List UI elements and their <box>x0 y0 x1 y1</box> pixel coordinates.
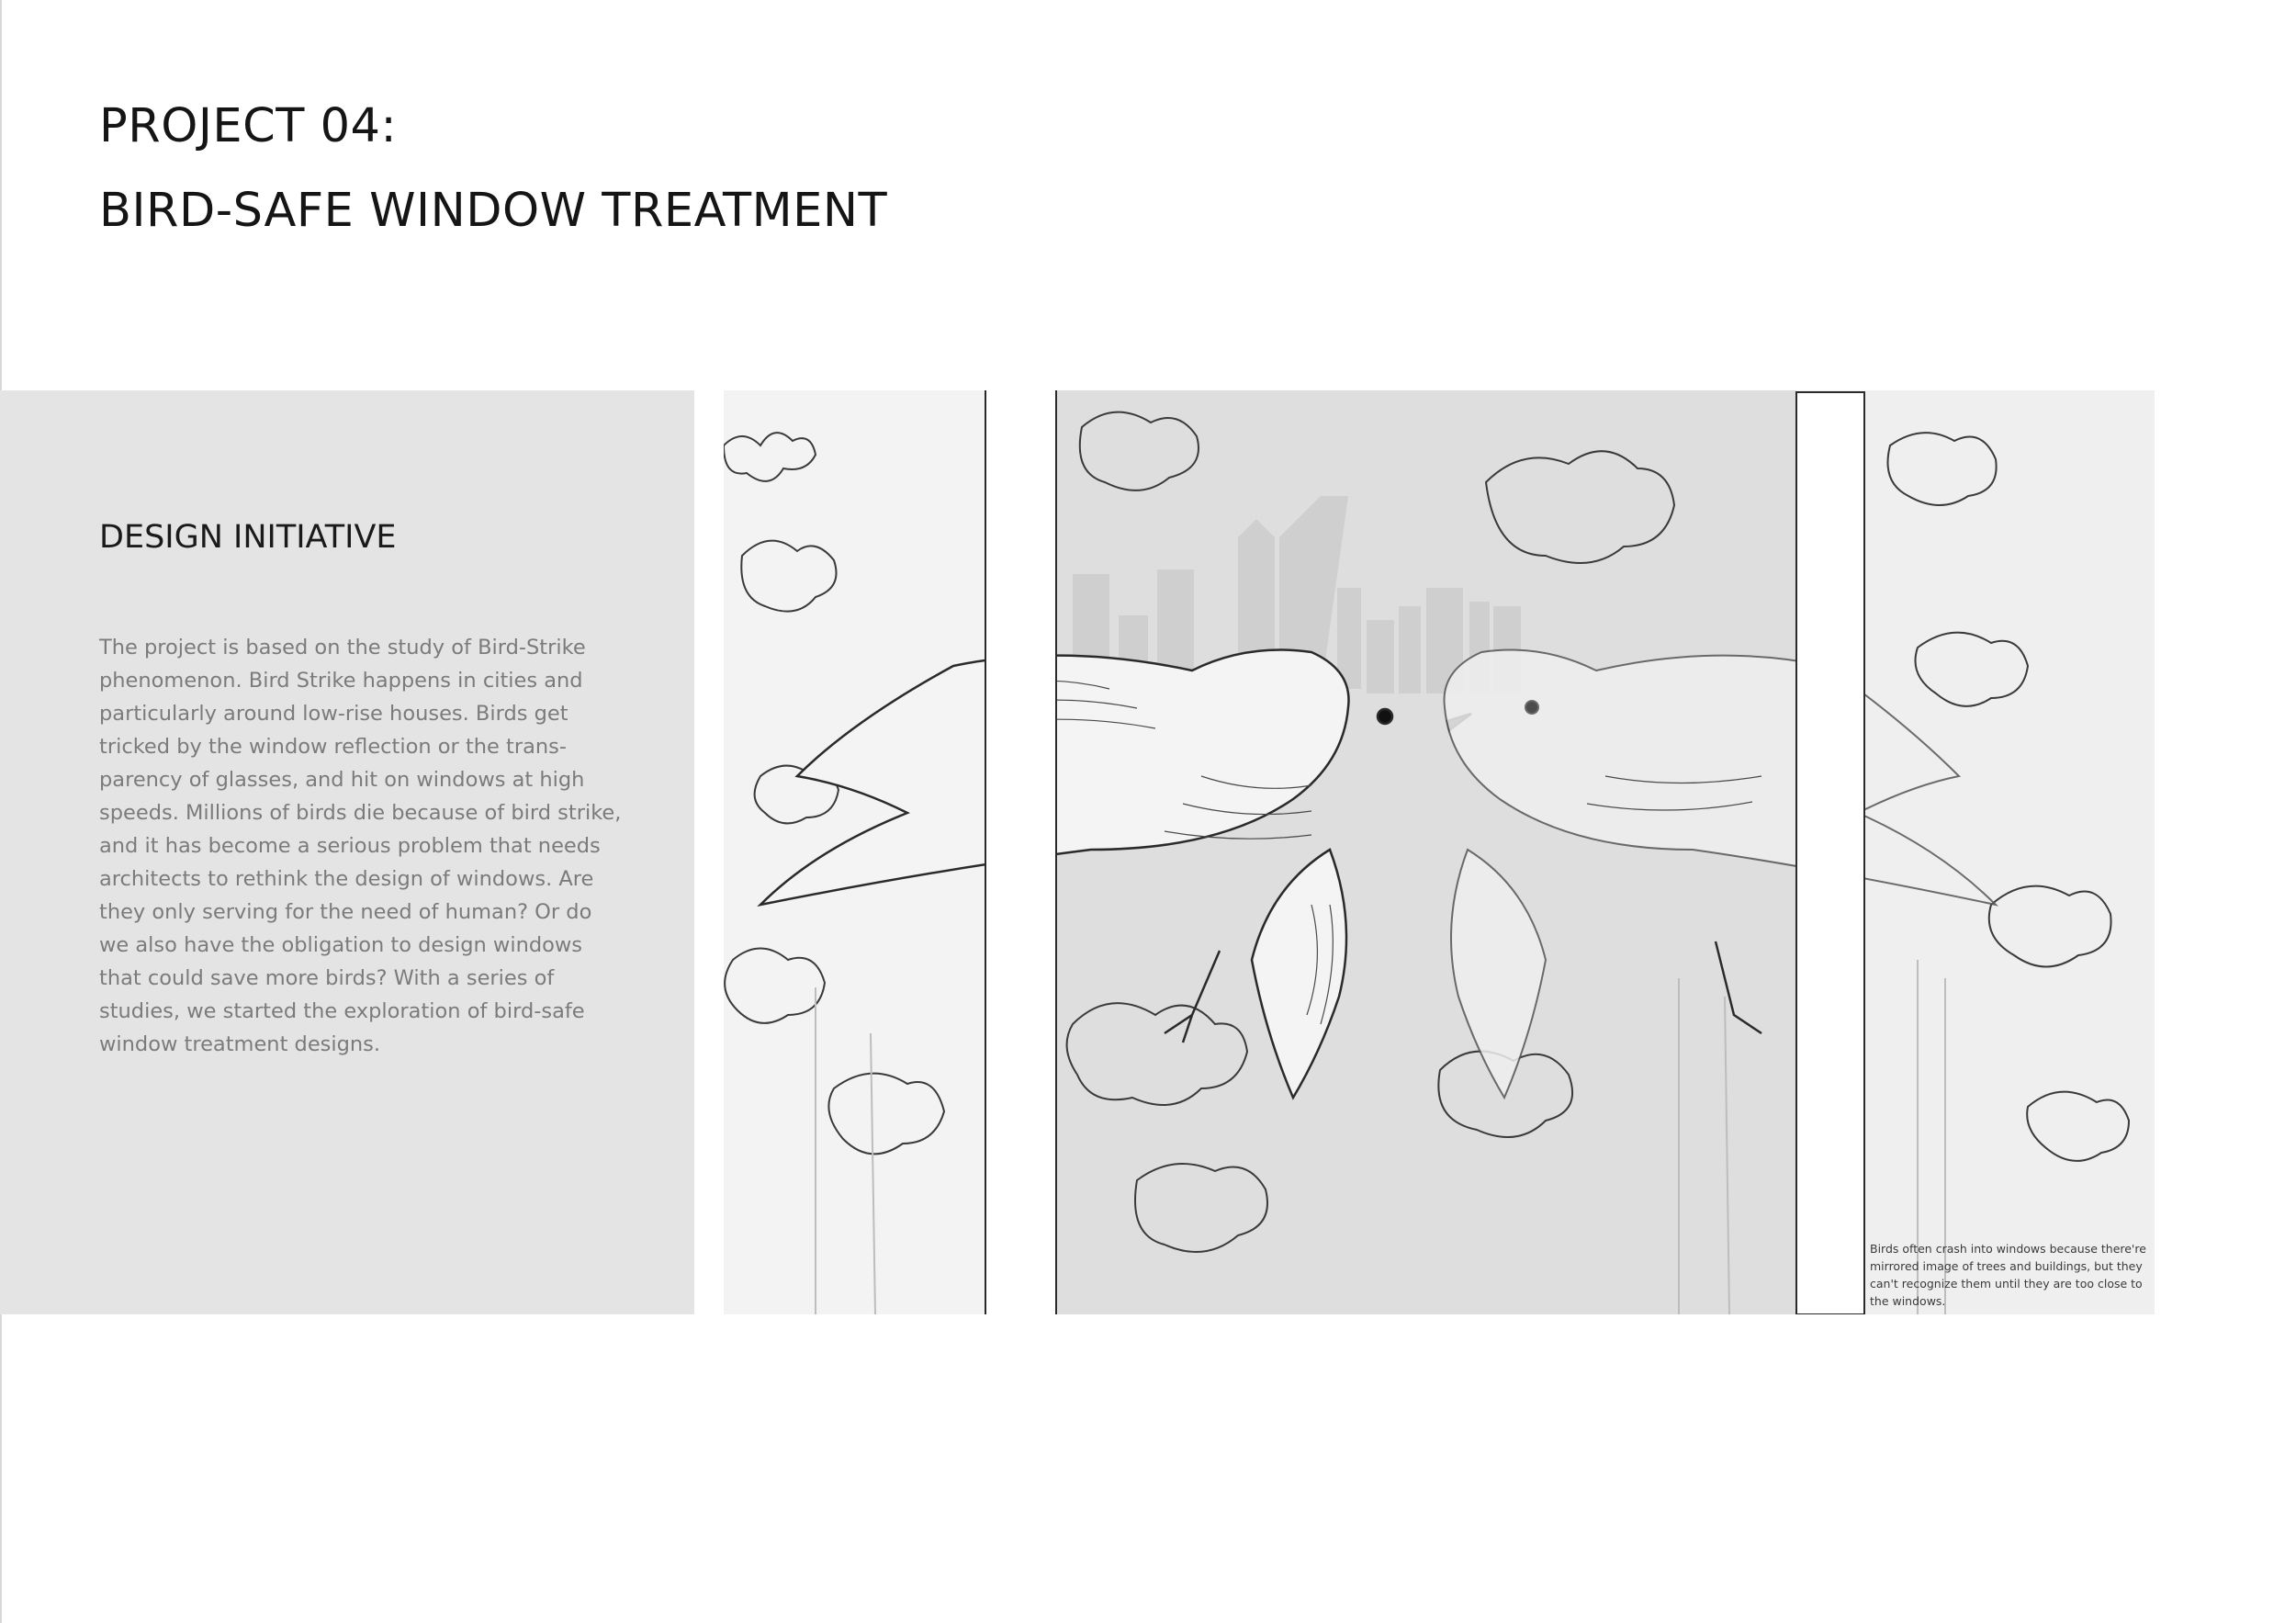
design-initiative-body: The project is based on the study of Bird-Strike phenomenon. Bird Strike happens in cities and particularly around low-rise houses. Birds get tricked by the window reflection or the trans-parency of glasses, and hit on windows at high speeds. Millions of birds die because of bird strike, and it has become a serious problem that needs architects to rethink the design of windows. Are they only serving for the need of human? Or do we also have the obligation to design windows that could save more birds? With a series of studies, we started the exploration of bird-safe window treatment designs. <box>99 636 622 1056</box>
project-name-title: BIRD-SAFE WINDOW TREATMENT <box>99 184 888 238</box>
bird-strike-illustration <box>724 390 2155 1314</box>
project-number-title: PROJECT 04: <box>99 99 398 153</box>
design-initiative-heading: DESIGN INITIATIVE <box>99 519 397 556</box>
illustration-caption: Birds often crash into windows because there're mirrored image of trees and buildings, but they can't recognize them until they are too close to the windows. <box>1870 1242 2146 1308</box>
title-block <box>99 85 1201 254</box>
design-initiative-panel <box>0 390 694 1314</box>
bird-window-sketch <box>724 390 2155 1314</box>
